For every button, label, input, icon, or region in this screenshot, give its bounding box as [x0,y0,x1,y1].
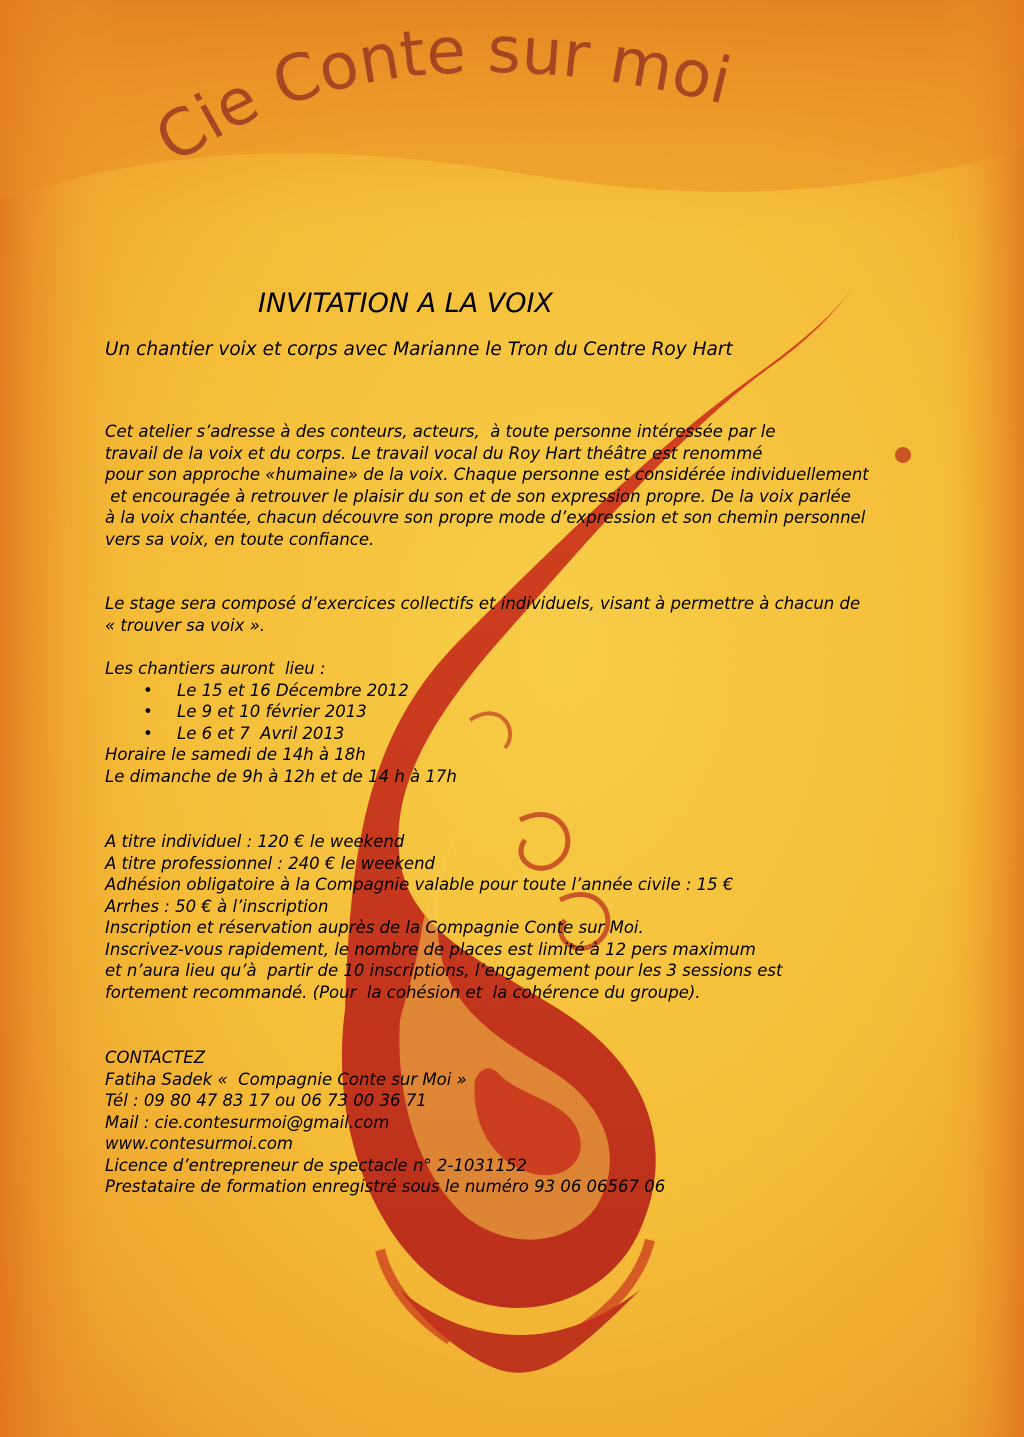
intro-paragraph [105,421,869,550]
schedule-date-item [105,723,457,745]
contact-email[interactable]: Mail : cie.contesurmoi@gmail.com [105,1112,390,1132]
pricing-line: A titre professionnel : 240 € le weekend [105,853,436,873]
svg-text:Cie Conte sur moi: Cie Conte sur moi [142,13,738,178]
pricing-line: Inscription et réservation auprès de la Compagnie Conte sur Moi. [105,918,644,937]
schedule-intro: Les chantiers auront lieu : [105,659,326,678]
schedule-date: Le 9 et 10 février 2013 [177,702,367,721]
bullet-icon: • [143,723,153,743]
intro-line: travail de la voix et du corps. Le travail vocal du Roy Hart théâtre est renommé [105,443,763,463]
intro-line: et encouragée à retrouver le plaisir du son et de son expression propre. De la voix parlée [105,486,851,506]
bullet-icon: • [143,702,153,721]
contact-training-number: Prestataire de formation enregistré sous le numéro 93 06 06567 06 [105,1177,666,1196]
schedule-date: Le 15 et 16 Décembre 2012 [177,680,409,700]
intro-line: Cet atelier s’adresse à des conteurs, acteurs, à toute personne intéressée par le [105,422,776,441]
intro-line: à la voix chantée, chacun découvre son propre mode d’expression et son chemin personnel [105,508,866,527]
stage-paragraph [105,593,860,636]
pricing-line: Inscrivez-vous rapidement, le nombre de places est limité à 12 pers maximum [105,939,756,959]
contact-website[interactable]: www.contesurmoi.com [105,1134,293,1153]
contact-heading: CONTACTEZ [105,1048,206,1067]
schedule-saturday: Horaire le samedi de 14h à 18h [105,745,366,764]
intro-line: vers sa voix, en toute confiance. [105,529,375,549]
schedule-date-item [105,701,457,723]
company-logo [0,0,1024,200]
bullet-icon: • [143,680,153,700]
pricing-line: fortement recommandé. (Pour la cohésion et la cohérence du groupe). [105,982,701,1002]
contact-licence: Licence d’entrepreneur de spectacle n° 2-1031152 [105,1155,527,1175]
pricing-line: A titre individuel : 120 € le weekend [105,832,405,851]
schedule-date: Le 6 et 7 Avril 2013 [177,723,345,743]
contact-section [105,1047,665,1198]
schedule-date-item [105,680,457,702]
schedule-sunday: Le dimanche de 9h à 12h et de 14 h à 17h [105,766,457,786]
pricing-line: Arrhes : 50 € à l’inscription [105,896,329,916]
contact-name: Fatiha Sadek « Compagnie Conte sur Moi » [105,1069,467,1089]
pricing-section [105,831,782,1003]
page-title: INVITATION A LA VOIX [258,288,553,319]
stage-line: « trouver sa voix ». [105,615,266,635]
schedule-section [105,658,457,787]
pricing-line: Adhésion obligatoire à la Compagnie valable pour toute l’année civile : 15 € [105,875,734,894]
intro-line: pour son approche «humaine» de la voix. Chaque personne est considérée individuellement [105,465,869,484]
pricing-line: et n’aura lieu qu’à partir de 10 inscriptions, l’engagement pour les 3 sessions est [105,961,783,980]
page-subtitle: Un chantier voix et corps avec Marianne le Tron du Centre Roy Hart [105,339,733,360]
stage-line: Le stage sera composé d’exercices collectifs et individuels, visant à permettre à chacun de [105,594,861,613]
contact-phone: Tél : 09 80 47 83 17 ou 06 73 00 36 71 [105,1091,427,1110]
